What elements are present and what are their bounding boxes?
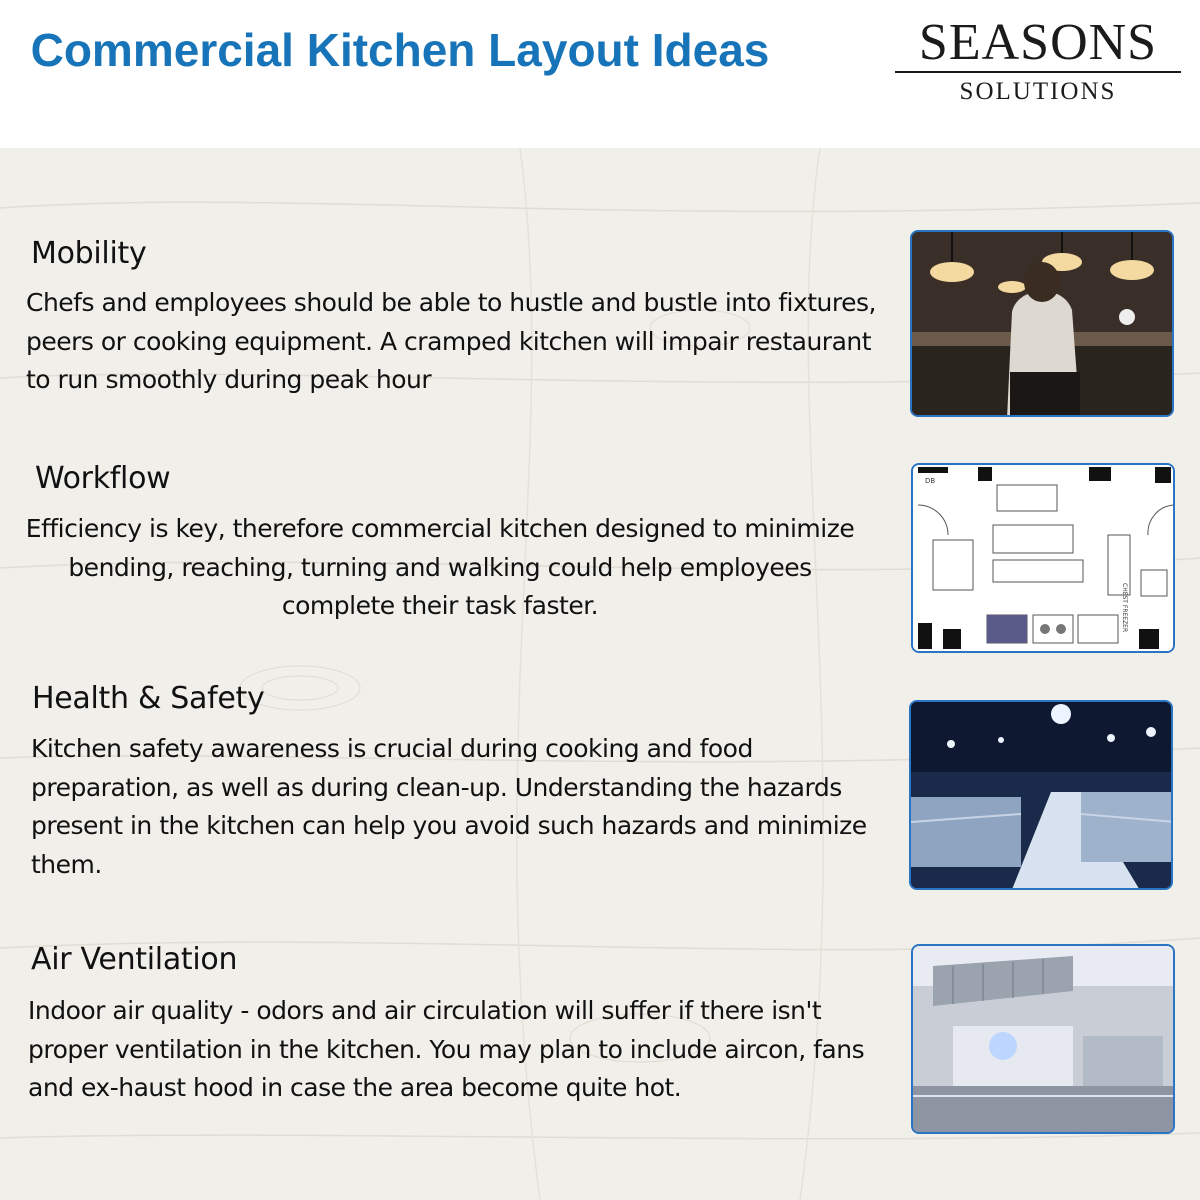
page-title: Commercial Kitchen Layout Ideas bbox=[30, 24, 770, 76]
section-mobility-body bbox=[26, 284, 886, 400]
section-mobility bbox=[31, 234, 891, 274]
section-health-safety-body bbox=[31, 730, 891, 884]
section-workflow-body bbox=[25, 510, 855, 626]
plan-label-freezer: CHEST FREEZER bbox=[1121, 583, 1128, 633]
section-body: Efficiency is key, therefore commercial kitchen designed to minimize bending, reaching, turning and walking could help employees complete their task faster. bbox=[25, 514, 855, 620]
section-body: Kitchen safety awareness is crucial during cooking and food preparation, as well as during clean-up. Understanding the hazards present in the kitchen can help you avoid such hazards and minimize them. bbox=[31, 734, 867, 879]
section-body: Indoor air quality - odors and air circulation will suffer if there isn't proper ventilation in the kitchen. You may plan to include aircon, fans and ex-haust hood in case the area become quite hot. bbox=[28, 996, 865, 1102]
clean-kitchen-photo bbox=[909, 700, 1173, 890]
logo-divider bbox=[895, 71, 1181, 73]
section-heading: Health & Safety bbox=[32, 681, 265, 716]
header bbox=[0, 0, 1200, 148]
kitchen-floor-plan bbox=[911, 463, 1175, 653]
section-workflow bbox=[35, 459, 895, 499]
logo-tagline: SOLUTIONS bbox=[959, 78, 1117, 105]
section-heading: Workflow bbox=[35, 461, 171, 496]
section-air-ventilation-body bbox=[28, 992, 888, 1108]
section-air-ventilation bbox=[31, 940, 891, 980]
section-health-safety bbox=[32, 679, 892, 719]
section-heading: Air Ventilation bbox=[31, 942, 238, 977]
section-body: Chefs and employees should be able to hustle and bustle into fixtures, peers or cooking equipment. A cramped kitchen will impair restaurant to run smoothly during peak hour bbox=[26, 288, 876, 394]
seasons-solutions-logo bbox=[893, 12, 1183, 112]
exhaust-hood-kitchen-photo bbox=[911, 944, 1175, 1134]
plan-label-db: DB bbox=[925, 477, 936, 485]
chef-in-kitchen-photo bbox=[910, 230, 1174, 417]
logo-brand: SEASONS bbox=[918, 14, 1158, 71]
section-heading: Mobility bbox=[31, 236, 147, 271]
